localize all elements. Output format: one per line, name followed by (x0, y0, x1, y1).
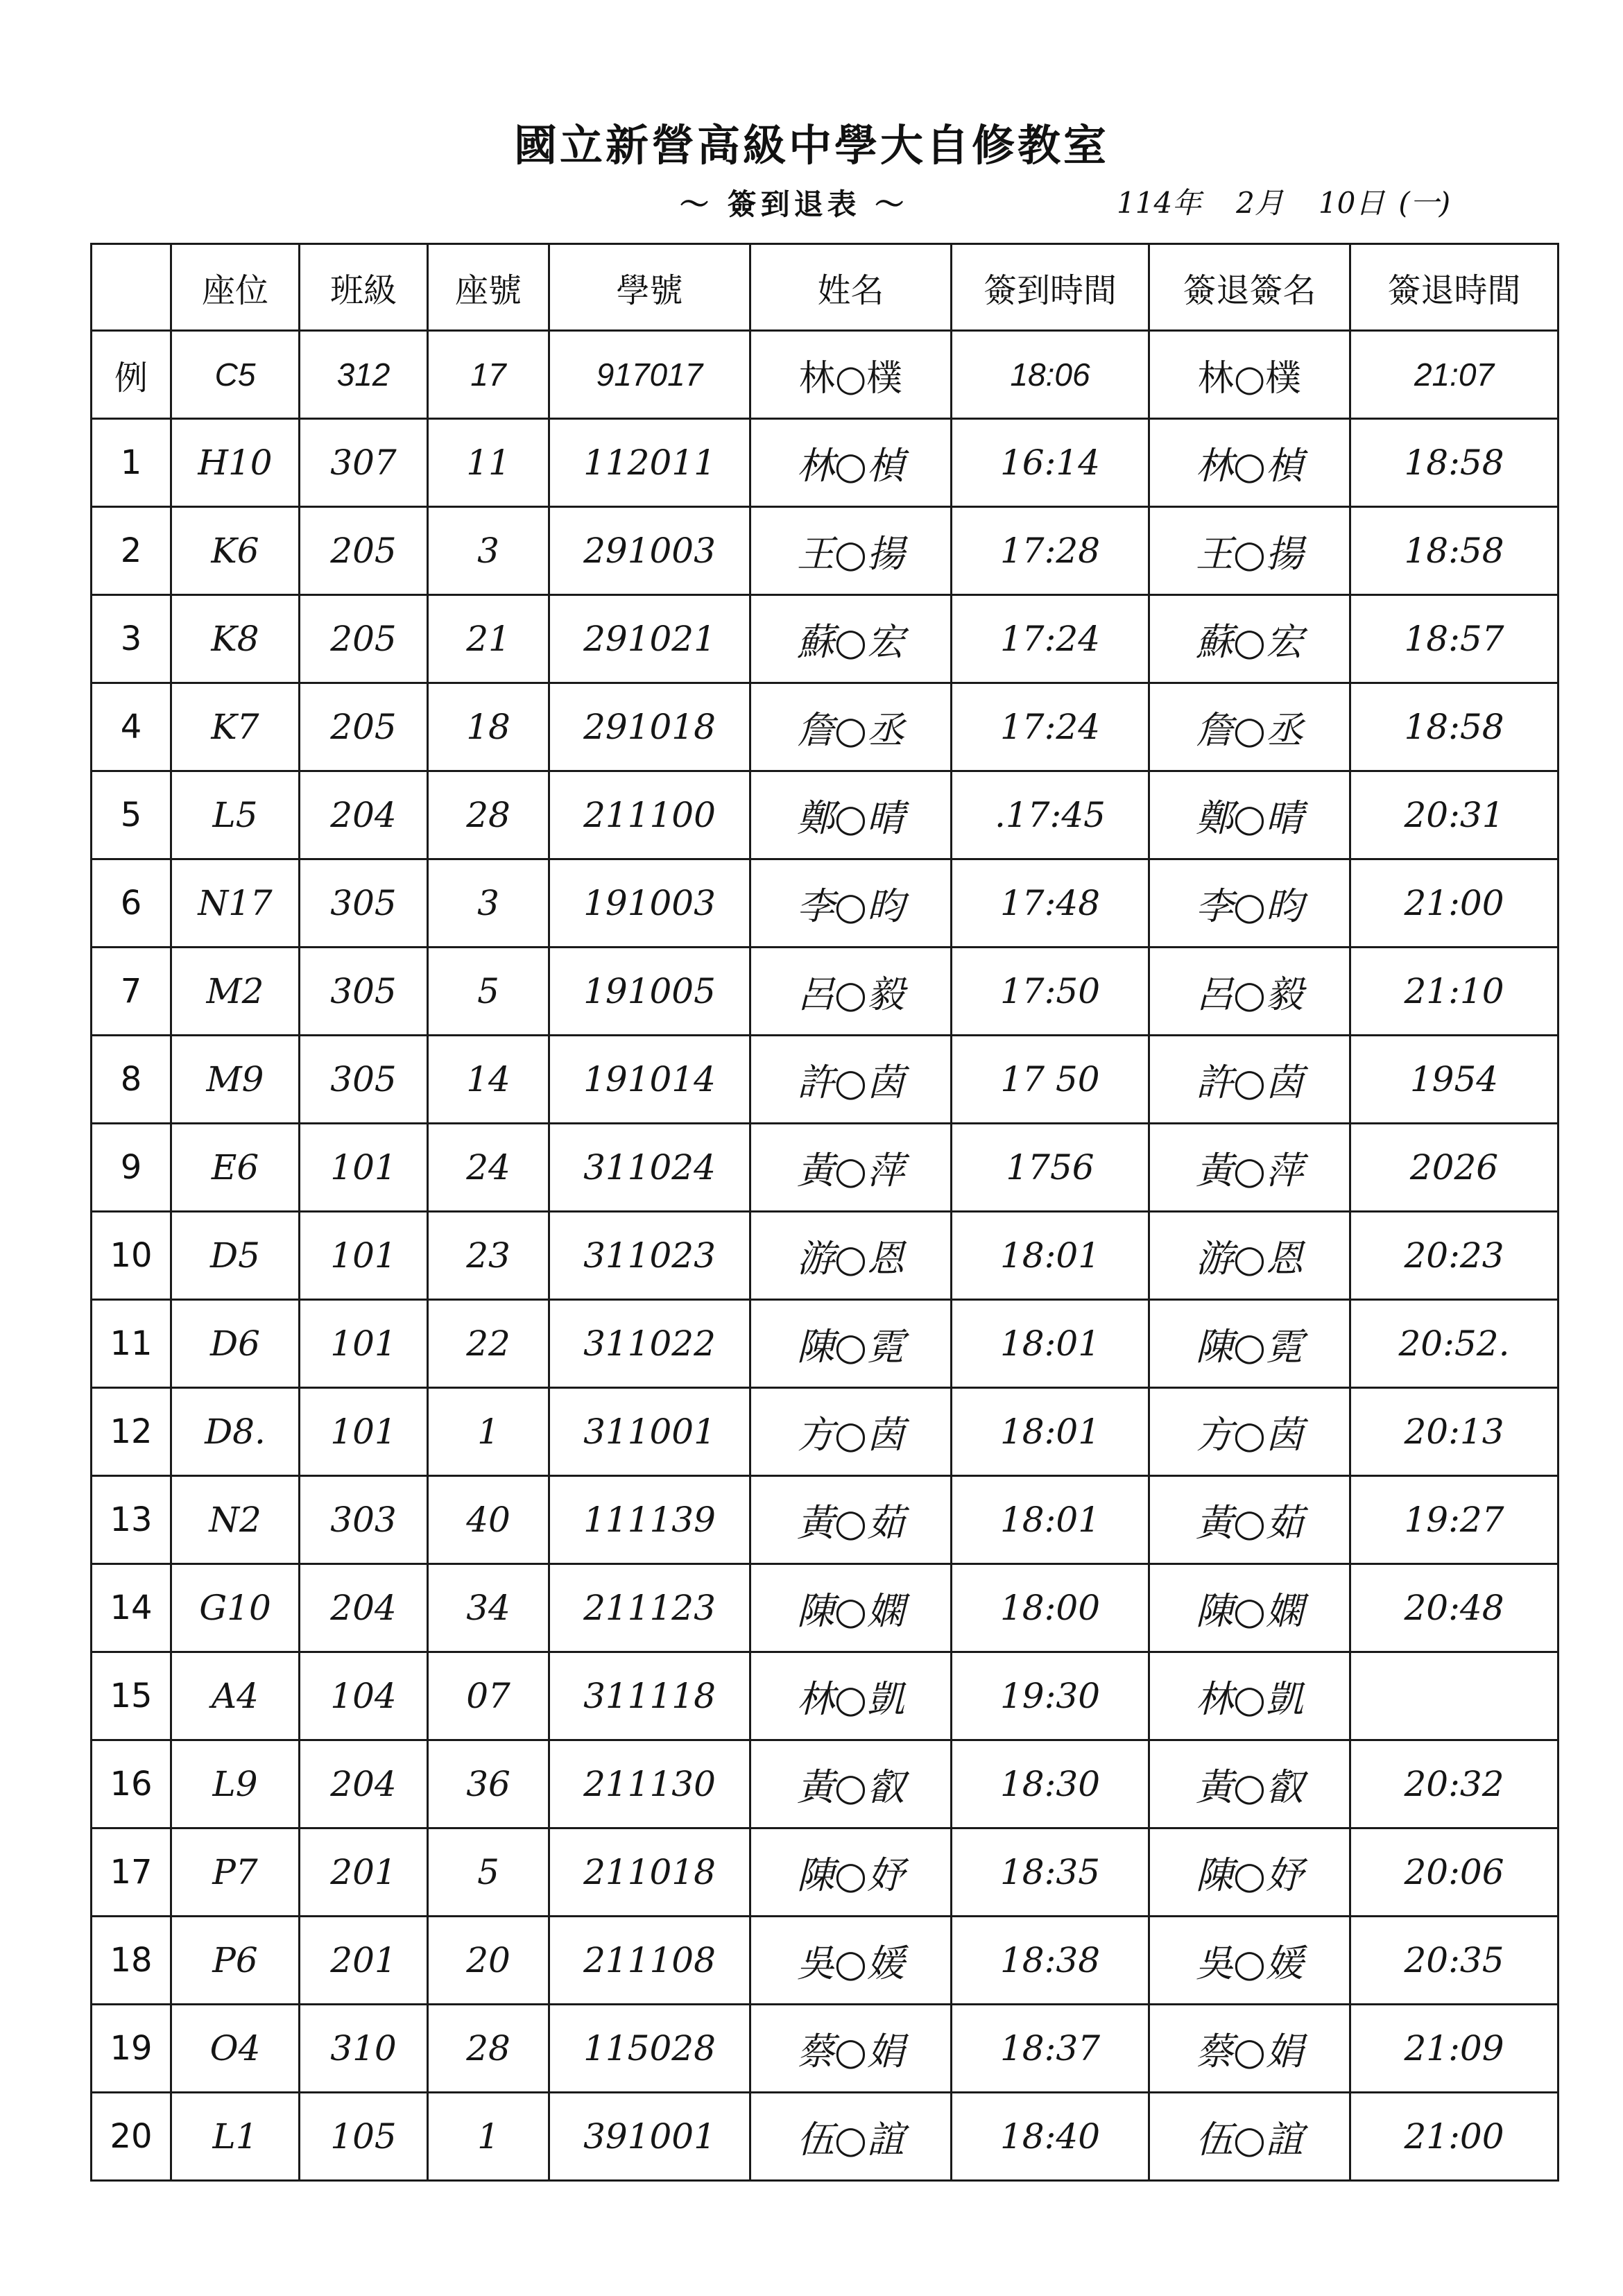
sign-out-time-cell: 21:00 (1350, 859, 1558, 948)
table-row (92, 507, 1558, 595)
row-number: 2 (92, 507, 171, 595)
seat-number-cell: 5 (428, 1828, 549, 1917)
sign-in-time-cell: 17:24 (952, 683, 1149, 771)
seat-number-cell: 28 (428, 771, 549, 859)
sign-out-time-cell: 18:58 (1350, 419, 1558, 507)
sign-out-signature-cell: 吳○媛 (1149, 1917, 1350, 2005)
name-cell: 陳○嫻 (750, 1564, 952, 1652)
name-cell: 陳○妤 (750, 1828, 952, 1917)
student-id-cell: 311001 (549, 1388, 750, 1476)
row-number: 7 (92, 948, 171, 1036)
name-cell: 黃○茹 (750, 1476, 952, 1564)
table-row (92, 1564, 1558, 1652)
sign-in-time-cell: 17:24 (952, 595, 1149, 683)
table-row (92, 1388, 1558, 1476)
name-cell: 林○楨 (750, 419, 952, 507)
seat-cell: G10 (171, 1564, 300, 1652)
name-cell: 陳○霓 (750, 1300, 952, 1388)
class-cell: 205 (300, 683, 428, 771)
col-header-student-id: 學號 (549, 244, 750, 331)
sign-in-table (90, 243, 1559, 2182)
col-header-seat-number: 座號 (428, 244, 549, 331)
date-weekday: (一) (1398, 186, 1451, 220)
sign-out-time-cell: 1954 (1350, 1036, 1558, 1124)
name-cell: 黃○萍 (750, 1124, 952, 1212)
seat-number-cell: 23 (428, 1212, 549, 1300)
sign-in-time-cell: 1756 (952, 1124, 1149, 1212)
form-date (1117, 180, 1450, 222)
sign-in-time-cell: 18:01 (952, 1476, 1149, 1564)
row-number: 例 (92, 331, 171, 419)
table-row (92, 859, 1558, 948)
sign-out-signature-cell: 林○楨 (1149, 419, 1350, 507)
seat-number-cell: 22 (428, 1300, 549, 1388)
student-id-cell: 211018 (549, 1828, 750, 1917)
class-cell: 303 (300, 1476, 428, 1564)
name-cell: 伍○誼 (750, 2093, 952, 2181)
table-row (92, 1300, 1558, 1388)
student-id-cell: 115028 (549, 2005, 750, 2093)
class-cell: 312 (300, 331, 428, 419)
name-cell: 王○揚 (750, 507, 952, 595)
seat-number-cell: 1 (428, 2093, 549, 2181)
table-body (92, 331, 1558, 2181)
table-row (92, 419, 1558, 507)
sign-out-signature-cell: 黃○萍 (1149, 1124, 1350, 1212)
example-row (92, 331, 1558, 419)
sign-out-signature-cell: 陳○霓 (1149, 1300, 1350, 1388)
sign-in-time-cell: 18:30 (952, 1740, 1149, 1828)
sign-out-time-cell: 19:27 (1350, 1476, 1558, 1564)
sign-out-time-cell (1350, 1652, 1558, 1740)
sign-out-time-cell: 20:35 (1350, 1917, 1558, 2005)
student-id-cell: 191005 (549, 948, 750, 1036)
name-cell: 詹○丞 (750, 683, 952, 771)
class-cell: 305 (300, 948, 428, 1036)
seat-number-cell: 07 (428, 1652, 549, 1740)
sign-out-signature-cell: 王○揚 (1149, 507, 1350, 595)
row-number: 19 (92, 2005, 171, 2093)
seat-number-cell: 17 (428, 331, 549, 419)
table-row (92, 771, 1558, 859)
sign-in-time-cell: 17:50 (952, 948, 1149, 1036)
student-id-cell: 211123 (549, 1564, 750, 1652)
row-number: 10 (92, 1212, 171, 1300)
seat-cell: K6 (171, 507, 300, 595)
seat-cell: P7 (171, 1828, 300, 1917)
table-row (92, 595, 1558, 683)
sign-out-signature-cell: 黃○茹 (1149, 1476, 1350, 1564)
sign-out-signature-cell: 方○茵 (1149, 1388, 1350, 1476)
seat-cell: C5 (171, 331, 300, 419)
sign-out-signature-cell: 蘇○宏 (1149, 595, 1350, 683)
sign-out-time-cell: 21:07 (1350, 331, 1558, 419)
student-id-cell: 211108 (549, 1917, 750, 2005)
seat-number-cell: 14 (428, 1036, 549, 1124)
sign-out-signature-cell: 蔡○娟 (1149, 2005, 1350, 2093)
seat-cell: D5 (171, 1212, 300, 1300)
page-title: 國立新營高級中學大自修教室 (513, 120, 1109, 171)
sign-out-time-cell: 2026 (1350, 1124, 1558, 1212)
class-cell: 305 (300, 859, 428, 948)
class-cell: 310 (300, 2005, 428, 2093)
row-number: 8 (92, 1036, 171, 1124)
seat-cell: M2 (171, 948, 300, 1036)
student-id-cell: 291003 (549, 507, 750, 595)
sign-out-time-cell: 20:13 (1350, 1388, 1558, 1476)
row-number: 6 (92, 859, 171, 948)
sign-in-time-cell: 18:01 (952, 1388, 1149, 1476)
col-header-sign-out-time: 簽退時間 (1350, 244, 1558, 331)
date-day: 10日 (1318, 186, 1385, 220)
name-cell: 蔡○娟 (750, 2005, 952, 2093)
class-cell: 307 (300, 419, 428, 507)
col-header-class: 班級 (300, 244, 428, 331)
student-id-cell: 111139 (549, 1476, 750, 1564)
class-cell: 101 (300, 1388, 428, 1476)
seat-cell: L1 (171, 2093, 300, 2181)
sign-out-time-cell: 18:58 (1350, 507, 1558, 595)
seat-number-cell: 20 (428, 1917, 549, 2005)
name-cell: 游○恩 (750, 1212, 952, 1300)
seat-number-cell: 36 (428, 1740, 549, 1828)
sign-in-time-cell: 18:37 (952, 2005, 1149, 2093)
seat-number-cell: 18 (428, 683, 549, 771)
class-cell: 204 (300, 1740, 428, 1828)
class-cell: 105 (300, 2093, 428, 2181)
class-cell: 101 (300, 1212, 428, 1300)
row-number: 20 (92, 2093, 171, 2181)
sign-out-signature-cell: 林○凱 (1149, 1652, 1350, 1740)
col-header-index (92, 244, 171, 331)
sign-out-time-cell: 21:00 (1350, 2093, 1558, 2181)
seat-cell: A4 (171, 1652, 300, 1740)
sign-in-time-cell: 17 50 (952, 1036, 1149, 1124)
table-row (92, 1917, 1558, 2005)
sign-out-time-cell: 20:31 (1350, 771, 1558, 859)
row-number: 15 (92, 1652, 171, 1740)
seat-number-cell: 11 (428, 419, 549, 507)
sign-out-signature-cell: 伍○誼 (1149, 2093, 1350, 2181)
row-number: 17 (92, 1828, 171, 1917)
seat-cell: O4 (171, 2005, 300, 2093)
seat-cell: L9 (171, 1740, 300, 1828)
seat-cell: H10 (171, 419, 300, 507)
student-id-cell: 191014 (549, 1036, 750, 1124)
seat-number-cell: 3 (428, 507, 549, 595)
sign-out-time-cell: 20:52. (1350, 1300, 1558, 1388)
table-row (92, 1124, 1558, 1212)
col-header-sign-out-signature: 簽退簽名 (1149, 244, 1350, 331)
date-month: 2月 (1236, 186, 1284, 220)
row-number: 18 (92, 1917, 171, 2005)
seat-number-cell: 3 (428, 859, 549, 948)
student-id-cell: 291018 (549, 683, 750, 771)
sign-in-time-cell: 18:38 (952, 1917, 1149, 2005)
table-row (92, 2093, 1558, 2181)
name-cell: 黃○叡 (750, 1740, 952, 1828)
seat-cell: P6 (171, 1917, 300, 2005)
seat-cell: E6 (171, 1124, 300, 1212)
class-cell: 104 (300, 1652, 428, 1740)
seat-cell: N17 (171, 859, 300, 948)
name-cell: 蘇○宏 (750, 595, 952, 683)
student-id-cell: 311024 (549, 1124, 750, 1212)
col-header-seat: 座位 (171, 244, 300, 331)
sign-out-signature-cell: 李○昀 (1149, 859, 1350, 948)
student-id-cell: 311022 (549, 1300, 750, 1388)
sign-in-time-cell: .17:45 (952, 771, 1149, 859)
seat-cell: L5 (171, 771, 300, 859)
class-cell: 204 (300, 1564, 428, 1652)
sign-in-time-cell: 18:40 (952, 2093, 1149, 2181)
student-id-cell: 211100 (549, 771, 750, 859)
sign-out-time-cell: 18:57 (1350, 595, 1558, 683)
table-row (92, 1740, 1558, 1828)
table-row (92, 683, 1558, 771)
sign-in-time-cell: 18:00 (952, 1564, 1149, 1652)
name-cell: 李○昀 (750, 859, 952, 948)
name-cell: 方○茵 (750, 1388, 952, 1476)
table-row (92, 1828, 1558, 1917)
student-id-cell: 391001 (549, 2093, 750, 2181)
student-id-cell: 311023 (549, 1212, 750, 1300)
row-number: 1 (92, 419, 171, 507)
class-cell: 101 (300, 1124, 428, 1212)
seat-number-cell: 24 (428, 1124, 549, 1212)
student-id-cell: 291021 (549, 595, 750, 683)
seat-cell: M9 (171, 1036, 300, 1124)
name-cell: 呂○毅 (750, 948, 952, 1036)
sign-in-time-cell: 17:48 (952, 859, 1149, 948)
row-number: 13 (92, 1476, 171, 1564)
name-cell: 林○凱 (750, 1652, 952, 1740)
sign-out-signature-cell: 呂○毅 (1149, 948, 1350, 1036)
sign-out-time-cell: 20:23 (1350, 1212, 1558, 1300)
table-header-row (92, 244, 1558, 331)
table-row (92, 1476, 1558, 1564)
class-cell: 201 (300, 1917, 428, 2005)
name-cell: 吳○媛 (750, 1917, 952, 2005)
sign-out-signature-cell: 黃○叡 (1149, 1740, 1350, 1828)
sign-out-signature-cell: 鄭○晴 (1149, 771, 1350, 859)
seat-cell: K8 (171, 595, 300, 683)
sign-out-time-cell: 18:58 (1350, 683, 1558, 771)
sign-out-time-cell: 21:10 (1350, 948, 1558, 1036)
sign-in-time-cell: 16:14 (952, 419, 1149, 507)
class-cell: 205 (300, 595, 428, 683)
name-cell: 鄭○晴 (750, 771, 952, 859)
sign-in-time-cell: 18:01 (952, 1300, 1149, 1388)
sign-out-signature-cell: 陳○妤 (1149, 1828, 1350, 1917)
form-subtitle: 〜 簽到退表 〜 (680, 187, 909, 221)
sign-out-signature-cell: 詹○丞 (1149, 683, 1350, 771)
class-cell: 204 (300, 771, 428, 859)
student-id-cell: 311118 (549, 1652, 750, 1740)
col-header-name: 姓名 (750, 244, 952, 331)
col-header-sign-in-time: 簽到時間 (952, 244, 1149, 331)
row-number: 9 (92, 1124, 171, 1212)
table-row (92, 2005, 1558, 2093)
seat-cell: D8. (171, 1388, 300, 1476)
row-number: 14 (92, 1564, 171, 1652)
row-number: 16 (92, 1740, 171, 1828)
table-row (92, 1212, 1558, 1300)
name-cell: 林○樸 (750, 331, 952, 419)
seat-cell: K7 (171, 683, 300, 771)
sign-out-signature-cell: 林○樸 (1149, 331, 1350, 419)
class-cell: 201 (300, 1828, 428, 1917)
sign-in-time-cell: 18:35 (952, 1828, 1149, 1917)
row-number: 12 (92, 1388, 171, 1476)
student-id-cell: 112011 (549, 419, 750, 507)
seat-number-cell: 1 (428, 1388, 549, 1476)
sign-in-time-cell: 19:30 (952, 1652, 1149, 1740)
student-id-cell: 211130 (549, 1740, 750, 1828)
sign-out-signature-cell: 游○恩 (1149, 1212, 1350, 1300)
sign-out-time-cell: 20:32 (1350, 1740, 1558, 1828)
sign-out-time-cell: 20:06 (1350, 1828, 1558, 1917)
seat-cell: D6 (171, 1300, 300, 1388)
student-id-cell: 917017 (549, 331, 750, 419)
row-number: 4 (92, 683, 171, 771)
sign-out-signature-cell: 許○茵 (1149, 1036, 1350, 1124)
table-row (92, 1652, 1558, 1740)
date-year: 114年 (1117, 186, 1202, 220)
row-number: 5 (92, 771, 171, 859)
class-cell: 305 (300, 1036, 428, 1124)
student-id-cell: 191003 (549, 859, 750, 948)
seat-number-cell: 28 (428, 2005, 549, 2093)
sign-in-time-cell: 17:28 (952, 507, 1149, 595)
sign-out-time-cell: 21:09 (1350, 2005, 1558, 2093)
sign-out-time-cell: 20:48 (1350, 1564, 1558, 1652)
sign-out-signature-cell: 陳○嫻 (1149, 1564, 1350, 1652)
seat-number-cell: 5 (428, 948, 549, 1036)
table-row (92, 1036, 1558, 1124)
seat-number-cell: 40 (428, 1476, 549, 1564)
class-cell: 205 (300, 507, 428, 595)
seat-number-cell: 21 (428, 595, 549, 683)
name-cell: 許○茵 (750, 1036, 952, 1124)
sign-in-time-cell: 18:01 (952, 1212, 1149, 1300)
seat-number-cell: 34 (428, 1564, 549, 1652)
sign-in-time-cell: 18:06 (952, 331, 1149, 419)
row-number: 3 (92, 595, 171, 683)
row-number: 11 (92, 1300, 171, 1388)
seat-cell: N2 (171, 1476, 300, 1564)
table-row (92, 948, 1558, 1036)
class-cell: 101 (300, 1300, 428, 1388)
